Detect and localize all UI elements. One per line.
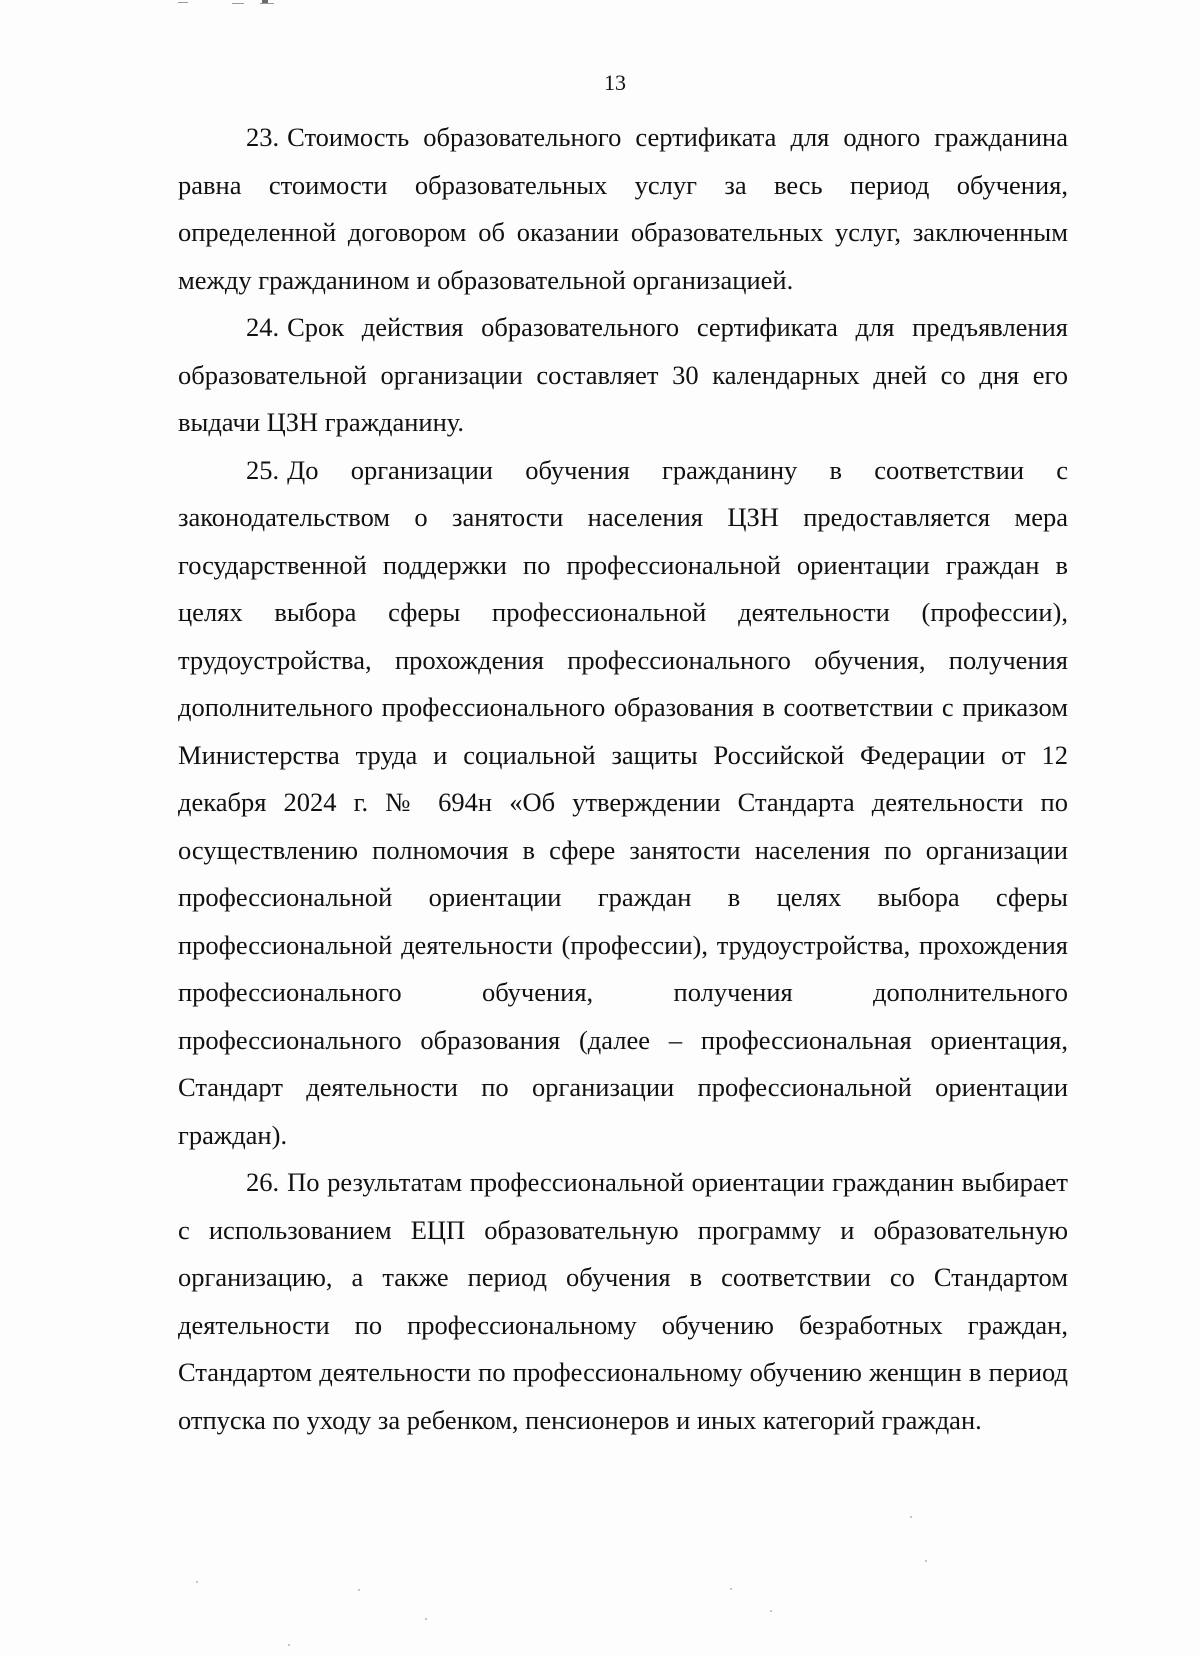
scan-speck bbox=[910, 1516, 912, 1518]
paragraph-text: До организации обучения гражданину в соответствии с законодательством о занятости населения ЦЗН предоставляется мера государственной поддержки по профессиональной ориентации граждан в целях выбора сферы профессиональной деятельности (профессии), трудоустройства, прохождения профессионального обучения, получения дополнительного профессионального образования в соответствии с приказом Министерства труда и социальной защиты Российской Федерации от 12 декабря 2024 г. № 694н «Об утверждении Стандарта деятельности по осуществлению полномочия в сфере занятости населения по организации профессиональной ориентации граждан в целях выбора сферы профессиональной деятельности (профессии), трудоустройства, прохождения профессионального обучения, получения дополнительного профессионального образования (далее – профессиональная ориентация, Стандарт деятельности по организации профессиональной ориентации граждан). bbox=[178, 454, 1068, 1150]
paragraph-number: 24. bbox=[246, 312, 280, 342]
scan-speck bbox=[358, 1589, 360, 1591]
paragraph-25 bbox=[178, 447, 1068, 1160]
paragraph-number: 23. bbox=[246, 122, 280, 152]
scan-speck bbox=[288, 1644, 290, 1646]
page-number: 13 bbox=[604, 70, 626, 95]
paragraph-23 bbox=[178, 114, 1068, 304]
paragraph-number: 26. bbox=[246, 1167, 280, 1197]
paragraph-text: По результатам профессиональной ориентации гражданин выбирает с использованием ЕЦП образовательную программу и образовательную организацию, а также период обучения в соответствии со Стандартом деятельности по профессиональному обучению безработных граждан, Стандартом деятельности по профессиональному обучению женщин в период отпуска по уходу за ребенком, пенсионеров и иных категорий граждан. bbox=[178, 1167, 1068, 1435]
paragraph-text: Стоимость образовательного сертификата для одного гражданина равна стоимости образовательных услуг за весь период обучения, определенной договором об оказании образовательных услуг, заключенным между гражданином и образовательной организацией. bbox=[178, 122, 1068, 295]
paragraph-26 bbox=[178, 1159, 1068, 1444]
scan-artifact bbox=[178, 2, 188, 3]
paragraph-text: Срок действия образовательного сертификата для предъявления образовательной организации составляет 30 календарных дней со дня его выдачи ЦЗН гражданину. bbox=[178, 312, 1068, 437]
scan-speck bbox=[425, 1618, 427, 1620]
paragraph-24 bbox=[178, 304, 1068, 447]
paragraph-number: 25. bbox=[246, 454, 280, 485]
scan-speck bbox=[730, 1588, 732, 1590]
scan-artifact bbox=[232, 3, 244, 4]
scan-artifact bbox=[260, 3, 274, 4]
document-body bbox=[178, 114, 1068, 1444]
scan-speck bbox=[196, 1581, 198, 1583]
scan-speck bbox=[770, 1610, 772, 1612]
scan-speck bbox=[925, 1560, 927, 1562]
